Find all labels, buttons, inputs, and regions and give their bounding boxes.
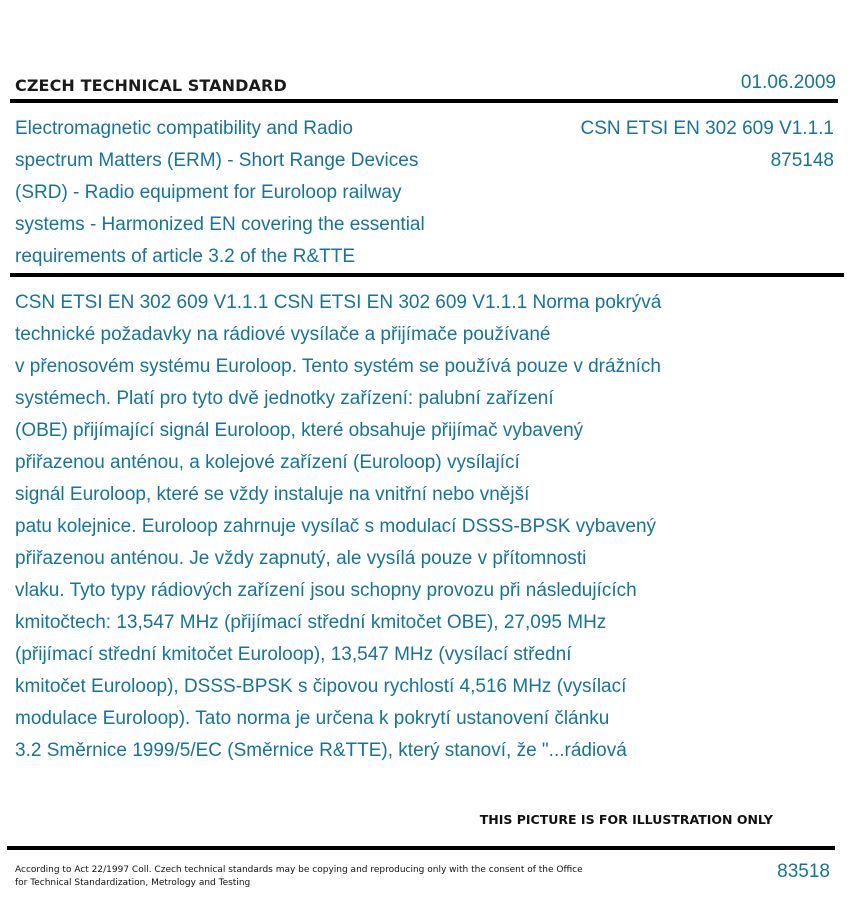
standard-identifiers [581,113,834,177]
abstract-line: systémech. Platí pro tyto dvě jednotky zařízení: palubní zařízení [15,388,554,409]
document-title-line: spectrum Matters (ERM) - Short Range Devices [15,150,419,171]
document-title-line: (SRD) - Radio equipment for Euroloop railway [15,182,402,203]
document-id: 83518 [777,861,830,882]
document-title-line: systems - Harmonized EN covering the essential [15,214,425,235]
abstract-line: modulace Euroloop). Tato norma je určena k pokrytí ustanovení článku [15,708,610,729]
abstract-line: technické požadavky na rádiové vysílače a přijímače používané [15,324,551,345]
header-title: CZECH TECHNICAL STANDARD [15,76,287,95]
abstract-line: (přijímací střední kmitočet Euroloop), 13,547 MHz (vysílací střední [15,644,572,665]
bottom-divider [7,846,835,850]
abstract-line: kmitočet Euroloop), DSSS-BPSK s čipovou rychlostí 4,516 MHz (vysílací [15,676,627,697]
abstract-line: přiřazenou anténou. Je vždy zapnutý, ale vysílá pouze v přítomnosti [15,548,587,569]
abstract-line: v přenosovém systému Euroloop. Tento systém se používá pouze v drážních [15,356,661,377]
abstract-line: vlaku. Tyto typy rádiových zařízení jsou schopny provozu při následujících [15,580,637,601]
document-title-line: requirements of article 3.2 of the R&TTE [15,246,356,267]
legal-notice-line: According to Act 22/1997 Coll. Czech technical standards may be copying and reproducing only with the consent of the Office [15,865,583,875]
middle-divider [10,273,844,277]
legal-notice [15,864,585,890]
abstract-line: (OBE) přijímající signál Euroloop, které obsahuje přijímač vybavený [15,420,584,441]
catalog-number: 875148 [770,150,834,171]
abstract-line: CSN ETSI EN 302 609 V1.1.1 CSN ETSI EN 302 609 V1.1.1 Norma pokrývá [15,292,662,313]
illustration-disclaimer: THIS PICTURE IS FOR ILLUSTRATION ONLY [479,812,773,827]
abstract-line: signál Euroloop, které se vždy instaluje na vnitřní nebo vnější [15,484,530,505]
top-divider [10,99,838,103]
publication-date: 01.06.2009 [740,72,836,93]
legal-notice-line: for Technical Standardization, Metrology and Testing [15,878,251,888]
abstract-line: patu kolejnice. Euroloop zahrnuje vysílač s modulací DSSS-BPSK vybavený [15,516,657,537]
document-title-line: Electromagnetic compatibility and Radio [15,118,353,139]
abstract-line: 3.2 Směrnice 1999/5/EC (Směrnice R&TTE), který stanoví, že "...rádiová [15,740,627,761]
document-title [15,113,515,273]
abstract-line: kmitočtech: 13,547 MHz (přijímací střední kmitočet OBE), 27,095 MHz [15,612,607,633]
abstract-line: přiřazenou anténou, a kolejové zařízení (Euroloop) vysílající [15,452,520,473]
abstract-text [15,287,805,767]
standard-number: CSN ETSI EN 302 609 V1.1.1 [580,118,834,139]
